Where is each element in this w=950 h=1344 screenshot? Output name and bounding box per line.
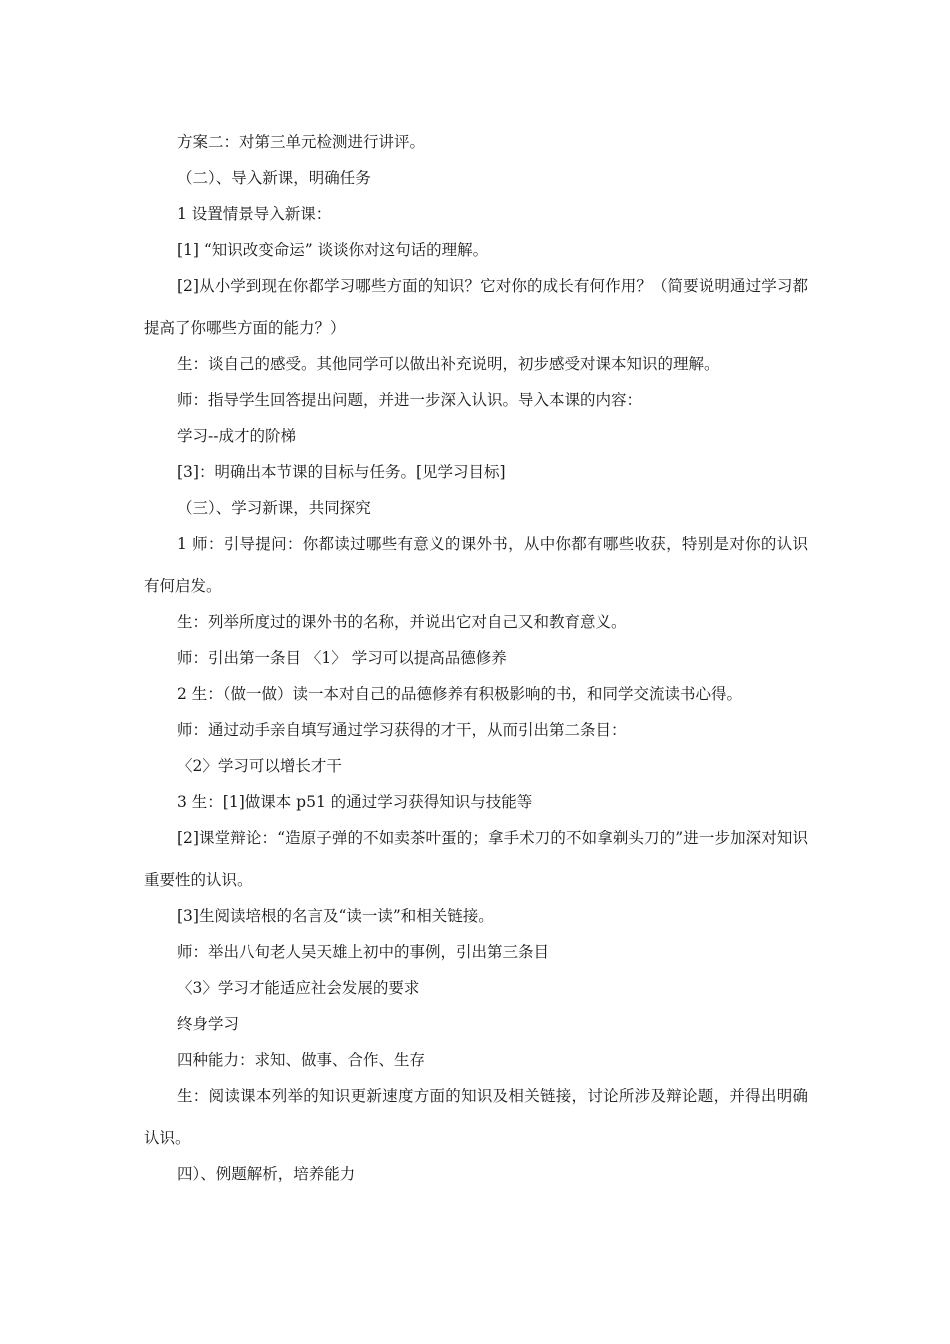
paragraph-intro-step-1: 1 设置情景导入新课： [177, 205, 332, 223]
paragraph-student-p51: 3 生：[1]做课本 p51 的通过学习获得知识与技能等 [177, 793, 533, 811]
heading-section-three: （三）、学习新课，共同探究 [177, 499, 371, 517]
paragraph-item-three: 〈3〉学习才能适应社会发展的要求 [177, 979, 420, 997]
paragraph-item-two: 〈2〉学习可以增长才干 [177, 757, 342, 775]
paragraph-lifelong-learning: 终身学习 [177, 1015, 240, 1033]
paragraph-learning-since-primary: [2]从小学到现在你都学习哪些方面的知识？它对你的成长有何作用？（简要说明通过学习都提高了你哪些方面的能力？） [144, 277, 808, 337]
paragraph-student-reading: 生：阅读课本列举的知识更新速度方面的知识及相关链接，讨论所涉及辩论题，并得出明确认识。 [144, 1087, 808, 1147]
heading-section-four: 四）、例题解析，培养能力 [177, 1165, 356, 1183]
paragraph-teacher-question-books: 1 师：引导提问：你都读过哪些有意义的课外书，从中你都有哪些收获，特别是对你的认识有何启发。 [144, 535, 808, 595]
paragraph-student-do-it: 2 生：（做一做）读一本对自己的品德修养有积极影响的书，和同学交流读书心得。 [177, 685, 743, 703]
paragraph-debate: [2]课堂辩论：“造原子弹的不如卖茶叶蛋的；拿手术刀的不如拿剃头刀的”进一步加深对知识重要性的认识。 [144, 829, 808, 889]
paragraph-teacher-example: 师：举出八旬老人吴天雄上初中的事例，引出第三条目 [177, 943, 550, 961]
heading-section-two: （二）、导入新课，明确任务 [177, 169, 371, 187]
paragraph-teacher-item-two-intro: 师：通过动手亲自填写通过学习获得的才干，从而引出第二条目： [177, 721, 627, 739]
document-body [144, 124, 808, 1192]
paragraph-student-list-books: 生：列举所度过的课外书的名称，并说出它对自己又和教育意义。 [177, 613, 627, 631]
paragraph-knowledge-changes-fate: [1] “知识改变命运” 谈谈你对这句话的理解。 [177, 241, 489, 259]
paragraph-plan-two: 方案二：对第三单元检测进行讲评。 [177, 133, 426, 151]
paragraph-lesson-title: 学习--成才的阶梯 [177, 427, 296, 445]
paragraph-goals: [3]：明确出本节课的目标与任务。[见学习目标] [177, 463, 506, 481]
paragraph-teacher-guidance: 师：指导学生回答提出问题，并进一步深入认识。导入本课的内容： [177, 391, 643, 409]
paragraph-item-one: 师：引出第一条目 〈1〉 学习可以提高品德修养 [177, 649, 507, 667]
paragraph-bacon-quotes: [3]生阅读培根的名言及“读一读”和相关链接。 [177, 907, 494, 925]
paragraph-four-abilities: 四种能力：求知、做事、合作、生存 [177, 1051, 426, 1069]
paragraph-student-feelings: 生：谈自己的感受。其他同学可以做出补充说明，初步感受对课本知识的理解。 [177, 355, 720, 373]
